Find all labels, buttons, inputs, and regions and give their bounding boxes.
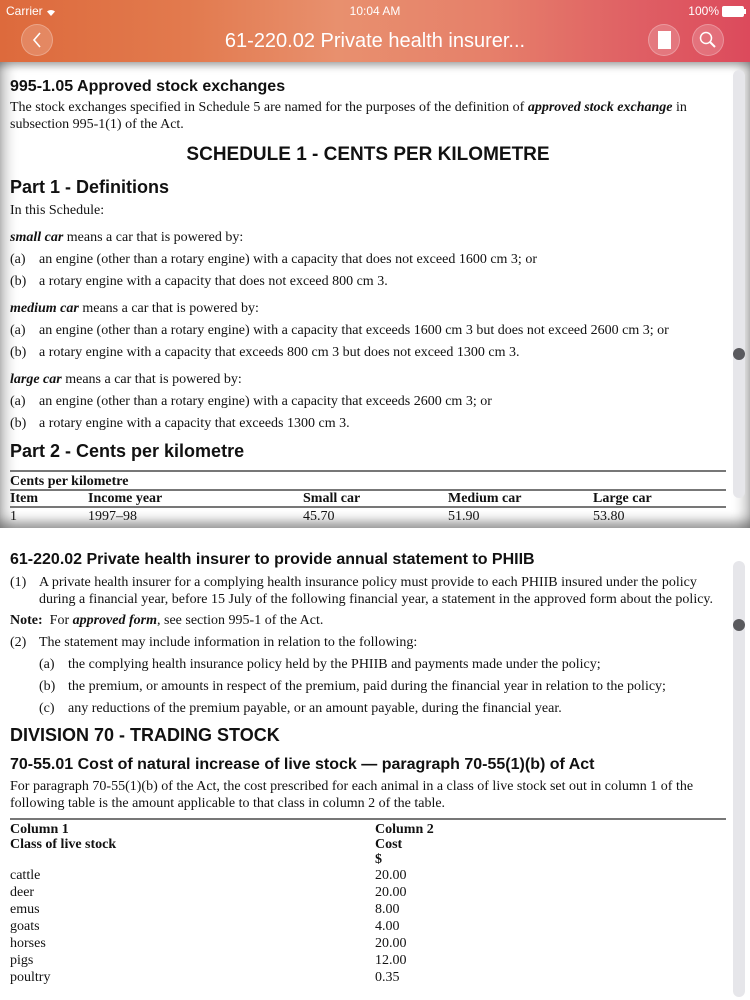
livestock-class: goats: [10, 919, 40, 934]
text-run: The stock exchanges specified in Schedule 5 are named for the purposes of the definition of: [10, 100, 528, 115]
carrier-text: Carrier: [6, 4, 43, 18]
document-view[interactable]: [0, 528, 750, 1000]
section-heading: 995-1.05 Approved stock exchanges: [10, 78, 286, 95]
navigation-bar: [0, 0, 750, 62]
document-scrollbar[interactable]: [733, 561, 745, 997]
livestock-cost: 20.00: [375, 936, 407, 951]
paragraph-item: [10, 700, 726, 717]
table-row: [10, 901, 726, 918]
livestock-cost: 4.00: [375, 919, 400, 934]
preview-scroll-thumb[interactable]: [733, 348, 745, 360]
definition-item: [10, 344, 726, 361]
item-label: (b): [10, 416, 27, 431]
item-label: (a): [39, 657, 55, 672]
column-header: Large car: [593, 491, 652, 506]
subsection-text: The statement may include information in relation to the following:: [39, 635, 418, 650]
defined-term: medium car: [10, 301, 79, 316]
livestock-rows: [10, 867, 726, 986]
schedule-heading: SCHEDULE 1 - CENTS PER KILOMETRE: [186, 144, 550, 165]
item-text: a rotary engine with a capacity that exceeds 1300 cm 3.: [39, 416, 350, 431]
item-label: (a): [10, 394, 26, 409]
column-header: Class of live stock: [10, 837, 117, 852]
livestock-table: [10, 818, 726, 986]
cell: 53.80: [593, 509, 625, 524]
item-text: an engine (other than a rotary engine) with a capacity that exceeds 1600 cm 3 but does not exceed 2600 cm 3; or: [39, 323, 669, 338]
cell: 1: [10, 509, 17, 524]
item-text: the complying health insurance policy held by the PHIIB and payments made under the policy;: [68, 657, 601, 672]
table-caption-row: [10, 471, 726, 490]
definition-item: [10, 273, 726, 290]
livestock-cost: 12.00: [375, 953, 407, 968]
defined-term: approved form: [72, 613, 157, 628]
item-label: (a): [10, 323, 26, 338]
cell: 1997–98: [88, 509, 137, 524]
text-run: means a car that is powered by:: [78, 301, 259, 316]
subsection-text: A private health insurer for a complying health insurance policy must provide to each PHIIB insured under the policy during a financial year, before 15 July of the following financial year, a statement in the approved form about the policy.: [39, 575, 714, 607]
item-text: a rotary engine with a capacity that does not exceed 800 cm 3.: [39, 274, 388, 289]
search-icon: [698, 30, 718, 50]
paragraph-item: [10, 678, 726, 695]
cell: 51.90: [448, 509, 480, 524]
document-scroll-thumb[interactable]: [733, 619, 745, 631]
column-header: Income year: [88, 491, 163, 506]
table-row: [10, 969, 726, 986]
item-text: the premium, or amounts in respect of the premium, paid during the financial year in relation to the policy;: [68, 679, 666, 694]
column-header: Item: [10, 491, 38, 506]
livestock-class: cattle: [10, 868, 41, 883]
column-header: Column 2: [375, 822, 434, 837]
subsection-label: (2): [10, 635, 27, 650]
table-caption: Cents per kilometre: [10, 474, 129, 489]
paragraph-item: [10, 656, 726, 673]
empty-cell: [10, 852, 375, 867]
intro-text: In this Schedule:: [10, 203, 105, 218]
livestock-class: deer: [10, 885, 35, 900]
battery-indicator: [688, 4, 744, 18]
battery-percent: 100%: [688, 4, 719, 18]
defined-term: large car: [10, 372, 62, 387]
page-title: 61-220.02 Private health insurer...: [224, 30, 526, 52]
search-button[interactable]: [692, 24, 724, 56]
section-text: For paragraph 70-55(1)(b) of the Act, the cost prescribed for each animal in a class of live stock set out in column 1 of the following table is the amount applicable to that class in column 2 of the table.: [10, 779, 694, 811]
preview-content: [10, 78, 726, 525]
defined-term: approved stock exchange: [527, 100, 673, 115]
table-row: [10, 867, 726, 884]
paragraph-list: [10, 656, 726, 717]
livestock-cost: 20.00: [375, 868, 407, 883]
table-header-row: [10, 490, 726, 507]
division-heading: DIVISION 70 - TRADING STOCK: [10, 725, 280, 745]
back-button[interactable]: [21, 24, 53, 56]
table-row: [10, 952, 726, 969]
text-run: means a car that is powered by:: [61, 372, 242, 387]
part-heading: Part 2 - Cents per kilometre: [10, 441, 245, 461]
subsection: [10, 574, 726, 608]
item-text: an engine (other than a rotary engine) with a capacity that exceeds 2600 cm 3; or: [39, 394, 492, 409]
document-content: [10, 551, 726, 986]
definition-item: [10, 415, 726, 432]
definition-item: [10, 322, 726, 339]
page-icon: [658, 31, 671, 49]
table-row: [10, 507, 726, 525]
livestock-class: horses: [10, 936, 46, 951]
battery-icon: [722, 6, 744, 17]
text-run: For: [49, 613, 73, 628]
item-label: (b): [10, 274, 27, 289]
livestock-class: poultry: [10, 970, 51, 985]
table-header-row: [10, 837, 726, 852]
definition-item: [10, 251, 726, 268]
defined-term: small car: [10, 230, 64, 245]
table-row: [10, 884, 726, 901]
livestock-cost: 20.00: [375, 885, 407, 900]
item-text: an engine (other than a rotary engine) with a capacity that does not exceed 1600 cm 3; or: [39, 252, 537, 267]
livestock-class: emus: [10, 902, 40, 917]
section-heading: 61-220.02 Private health insurer to provide annual statement to PHIIB: [10, 551, 535, 568]
item-label: (b): [39, 679, 56, 694]
livestock-cost: 0.35: [375, 970, 400, 985]
column-header: Medium car: [448, 491, 522, 506]
chevron-left-icon: [32, 32, 42, 48]
cents-table: [10, 470, 726, 525]
part-heading: Part 1 - Definitions: [10, 177, 170, 197]
bookmark-button[interactable]: [648, 24, 680, 56]
table-header-row: [10, 819, 726, 837]
preview-panel[interactable]: [0, 62, 750, 528]
definition-item: [10, 393, 726, 410]
text-run: , see section 995-1 of the Act.: [157, 613, 324, 628]
table-row: [10, 935, 726, 952]
section-heading: 70-55.01 Cost of natural increase of live stock — paragraph 70-55(1)(b) of Act: [10, 756, 595, 773]
definition: [10, 229, 726, 246]
status-bar: [0, 0, 750, 20]
text-run: in subsection 995-1(1) of the Act.: [10, 100, 687, 132]
column-unit: $: [375, 852, 382, 867]
definition: [10, 300, 726, 317]
item-label: (c): [39, 701, 55, 716]
item-label: (a): [10, 252, 26, 267]
subsection-label: (1): [10, 575, 27, 590]
livestock-cost: 8.00: [375, 902, 400, 917]
column-header: Column 1: [10, 822, 69, 837]
definition: [10, 371, 726, 388]
table-row: [10, 918, 726, 935]
subsection: [10, 634, 726, 651]
column-header: Cost: [375, 837, 403, 852]
definitions-list: [10, 229, 726, 432]
item-label: (b): [10, 345, 27, 360]
section-text: [10, 99, 726, 133]
livestock-class: pigs: [10, 953, 34, 968]
text-run: means a car that is powered by:: [63, 230, 244, 245]
note-label: Note:: [10, 613, 43, 628]
item-text: any reductions of the premium payable, or an amount payable, during the financial year.: [68, 701, 562, 716]
cell: 45.70: [303, 509, 335, 524]
note: [10, 612, 726, 629]
column-header: Small car: [303, 491, 361, 506]
preview-scrollbar[interactable]: [733, 70, 745, 498]
table-header-row: [10, 852, 726, 867]
clock: 10:04 AM: [349, 4, 401, 18]
item-text: a rotary engine with a capacity that exceeds 800 cm 3 but does not exceed 1300 cm 3.: [39, 345, 520, 360]
